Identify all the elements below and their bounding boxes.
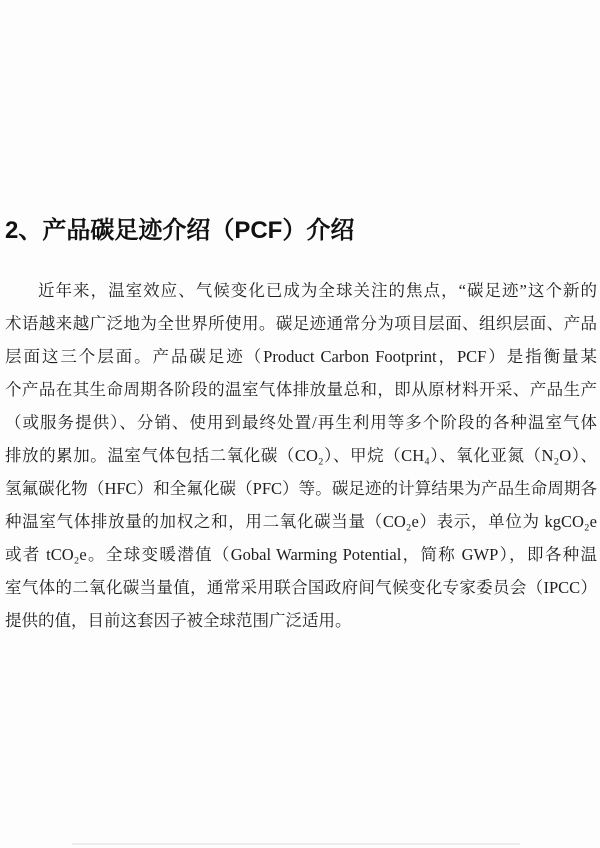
scan-artifact-line [72,843,520,845]
section-heading: 2、产品碳足迹介绍（PCF）介绍 [5,217,355,244]
paragraph-line: 术语越来越广泛地为全世界所使用。碳足迹通常分为项目层面、组织层面、产品 [5,314,597,333]
paragraph-line: 提供的值，目前这套因子被全球范围广泛适用。 [5,611,352,630]
paragraph-line: 近年来，温室效应、气候变化已成为全球关注的焦点，“碳足迹”这个新的 [38,281,597,300]
paragraph-line: 室气体的二氧化碳当量值，通常采用联合国政府间气候变化专家委员会（IPCC） [5,578,597,597]
paragraph-line: （或服务提供）、分销、使用到最终处置/再生利用等多个阶段的各种温室气体 [5,413,597,432]
paragraph [5,274,597,637]
paragraph-line: 层面这三个层面。产品碳足迹（Product Carbon Footprint，PCF）是指衡量某 [5,347,597,366]
paragraph-line: 或者 tCO₂e。全球变暖潜值（Gobal Warming Potential，简称 GWP），即各种温 [5,545,597,564]
paragraph-line: 排放的累加。温室气体包括二氧化碳（CO₂）、甲烷（CH₄）、氧化亚氮（N₂O）、 [5,446,597,465]
paragraph-line: 种温室气体排放量的加权之和，用二氧化碳当量（CO₂e）表示，单位为 kgCO₂e [5,512,597,531]
paragraph-line: 个产品在其生命周期各阶段的温室气体排放量总和，即从原材料开采、产品生产 [5,380,597,399]
paragraph-line: 氢氟碳化物（HFC）和全氟化碳（PFC）等。碳足迹的计算结果为产品生命周期各 [5,479,597,498]
